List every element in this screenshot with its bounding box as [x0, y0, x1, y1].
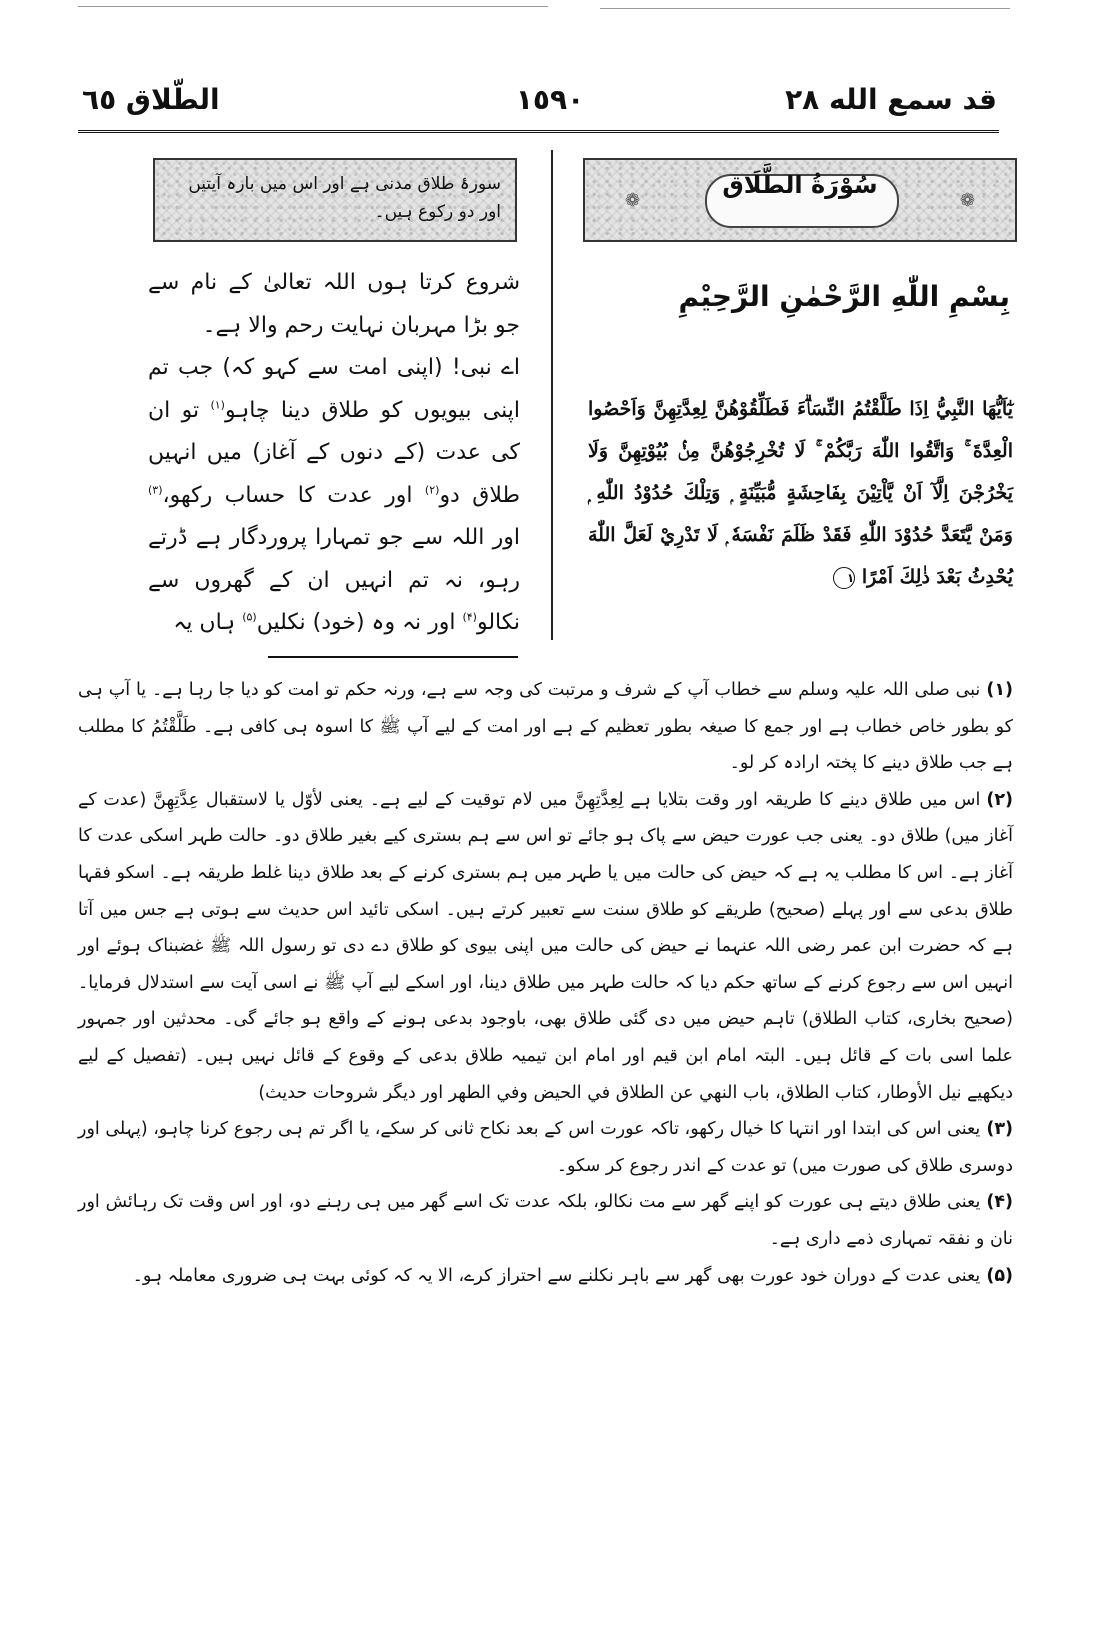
footnote-item	[78, 1258, 1013, 1295]
footnotes	[78, 672, 1013, 1294]
arabic-verse-text: يٰٓاَيُّهَا النَّبِيُّ اِذَا طَلَّقْتُمُ النِّسَاۗءَ فَطَلِّقُوْهُنَّ لِعِدَّتِهِنَّ وَاَحْصُوا الْعِدَّةَ ۚ وَاتَّقُوا اللّٰهَ رَبَّكُمْ ۚ لَا تُخْرِجُوْهُنَّ مِنْۢ بُيُوْتِهِنَّ وَلَا يَخْرُجْنَ اِلَّآ اَنْ يَّاْتِيْنَ بِفَاحِشَةٍ مُّبَيِّنَةٍ ۭ وَتِلْكَ حُدُوْدُ اللّٰهِ ۭ وَمَنْ يَّتَعَدَّ حُدُوْدَ اللّٰهِ فَقَدْ ظَلَمَ نَفْسَهٗ ۭ لَا تَدْرِيْ لَعَلَّ اللّٰهَ يُحْدِثُ بَعْدَ ذٰلِكَ اَمْرًا	[588, 398, 1013, 588]
bismillah: بِسْمِ اللّٰهِ الرَّحْمٰنِ الرَّحِيْمِ	[678, 280, 1010, 313]
header-para-name: قد سمع الله ٢٨	[785, 83, 997, 116]
translation-segment: تو ان کی عدت (کے دنوں کے آغاز) میں انہیں طلاق دو	[148, 397, 520, 508]
footnote-marker: (۴)	[462, 610, 477, 624]
top-edge-rule	[600, 8, 1010, 9]
footnote-number: (۱)	[986, 680, 1013, 700]
footnote-item	[78, 1111, 1013, 1184]
footnote-number: (۵)	[986, 1265, 1013, 1286]
translation-segment: اور اللہ سے جو تمہارا پروردگار ہے ڈرتے رہو، نہ تم انہیں ان کے گھروں سے نکالو	[148, 525, 520, 635]
header-surah-name: الطّلاق ٦٥	[82, 83, 220, 116]
footnote-item	[78, 782, 1013, 1111]
footnote-number: (۴)	[986, 1192, 1013, 1213]
footnote-marker: (۵)	[242, 610, 257, 624]
footnote-number: (۲)	[986, 789, 1013, 810]
footnote-item	[78, 672, 1013, 782]
surah-intro-banner	[153, 158, 517, 242]
arabic-verse	[588, 388, 1013, 598]
footnote-marker: (۲)	[424, 483, 440, 497]
translation-segment: اور عدت کا حساب رکھو،	[162, 482, 413, 508]
footnote-text: یعنی طلاق دیتے ہی عورت کو اپنے گھر سے مت نکالو، بلکہ عدت تک اسے گھر میں ہی رہنے دو، اور اس وقت تک رہائش اور نان و نفقہ تمہاری ذمے داری ہے۔	[78, 1192, 1013, 1249]
translation-segment: ہاں یہ	[173, 610, 236, 635]
surah-title: سُوْرَةُ الطَّلَاق	[722, 171, 878, 199]
surah-title-banner	[583, 158, 1017, 242]
translation-bismillah: شروع کرتا ہوں اللہ تعالیٰ کے نام سے جو بڑا مہربان نہایت رحم والا ہے۔	[148, 270, 520, 338]
translation-verse	[148, 347, 520, 645]
page-number: ١٥٩٠	[515, 83, 585, 116]
ornament-icon: ❁	[959, 190, 975, 211]
footnote-text: اس میں طلاق دینے کا طریقہ اور وقت بتلایا ہے لِعِدَّتِهِنَّ میں لام توقیت کے لیے ہے۔ یعنی لأوّل یا لاستقبال عِدَّتِهِنَّ (عدت کے آغاز میں) طلاق دو۔ یعنی جب عورت حیض سے پاک ہو جائے تو اس سے ہم بستری کیے بغیر طلاق دو۔ حالت طہر اسکی عدت کا آغاز ہے۔ اس کا مطلب یہ ہے کہ حیض کی حالت میں یا طہر میں ہم بستری کرنے کے بعد طلاق دینا غلط طریقہ ہے۔ اسکو فقہا طلاق بدعی سے اور پہلے (صحیح) طریقے کو طلاق سنت سے تعبیر کرتے ہیں۔ اسکی تائید اس حدیث سے ہوتی ہے جس میں آتا ہے کہ حضرت ابن عمر رضی اللہ عنہما نے حیض کی حالت میں اپنی بیوی کو طلاق دے دی تو رسول اللہ ﷺ غضبناک ہوئے اور انہیں اس سے رجوع کرنے کے ساتھ حکم دیا کہ حالت طہر میں طلاق دینا، اور اسکے لیے آپ ﷺ نے اسی آیت سے استدلال فرمایا۔ (صحیح بخاری، کتاب الطلاق) تاہم حیض میں دی گئی طلاق بھی، باوجود بدعی ہونے کے واقع ہو جائے گی۔ محدثین اور جمہور علما اسی بات کے قائل ہیں۔ البتہ امام ابن قیم اور امام ابن تیمیہ طلاق بدعی کے وقوع کے قائل نہیں ہیں۔ (تفصیل کے لیے دیکھیے نیل الأوطار، کتاب الطلاق، باب النهي عن الطلاق في الحيض وفي الطهر اور دیگر شروحات حدیث)	[78, 789, 1013, 1103]
footnote-text: یعنی اس کی ابتدا اور انتہا کا خیال رکھو، تاکہ عورت اس کے بعد نکاح ثانی کر سکے، یا اگر تم ہی رجوع کرنا چاہو، (پہلی اور دوسری طلاق کی صورت میں) تو عدت کے اندر رجوع کر سکو۔	[78, 1119, 1013, 1176]
footnote-number: (۳)	[986, 1119, 1013, 1140]
footnote-separator	[268, 656, 518, 658]
column-divider	[551, 150, 553, 640]
translation-segment: اور نہ وہ (خود) نکلیں	[256, 610, 456, 635]
footnote-item	[78, 1184, 1013, 1257]
urdu-translation	[148, 262, 520, 645]
header-rule	[78, 130, 999, 133]
footnote-marker: (۱)	[210, 398, 225, 412]
surah-intro-text: سورۂ طلاق مدنی ہے اور اس میں بارہ آیتیں اور دو رکوع ہیں۔	[188, 174, 501, 222]
footnote-text: یعنی عدت کے دوران خود عورت بھی گھر سے باہر نکلنے سے احتراز کرے، الا یہ کہ کوئی بہت ہی ضروری معاملہ ہو۔	[132, 1265, 981, 1286]
footnote-text: نبی صلی اللہ علیہ وسلم سے خطاب آپ کے شرف و مرتبت کی وجہ سے ہے، ورنہ حکم تو امت کو دیا جا رہا ہے۔ یا آپ ہی کو بطور خاص خطاب ہے اور جمع کا صیغہ بطور تعظیم کے ہے اور امت کے لیے آپ ﷺ کا اسوہ ہی کافی ہے۔ طَلَّقْتُمُ کا مطلب ہے جب طلاق دینے کا پختہ ارادہ کر لو۔	[78, 680, 1013, 774]
ornament-icon: ❁	[625, 190, 641, 211]
footnote-marker: (۳)	[148, 483, 163, 497]
ayah-number-icon: ١	[833, 567, 855, 589]
translation-segment: اے نبی! (اپنی امت سے کہو کہ) جب تم اپنی بیویوں کو طلاق دینا چاہو	[148, 355, 520, 423]
top-edge-rule	[78, 6, 548, 7]
